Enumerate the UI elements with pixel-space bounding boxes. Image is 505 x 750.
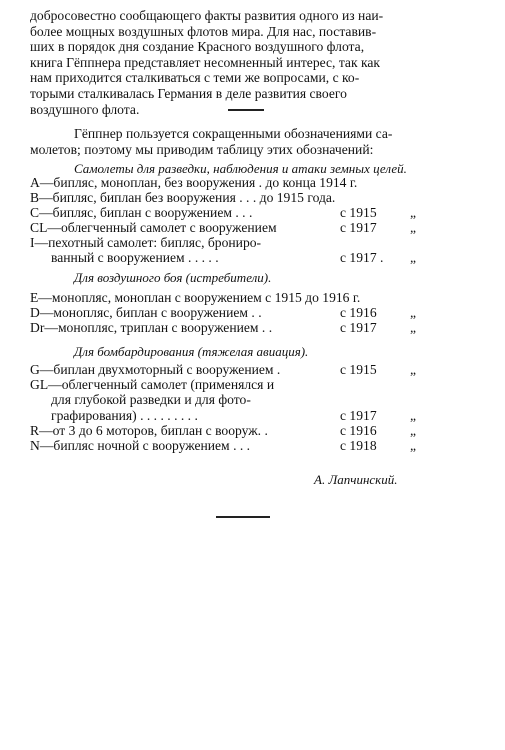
entry-text: I—пехотный самолет: бипляс, брониро-	[30, 235, 262, 250]
entry-continuation: для глубокой разведки и для фото-	[51, 392, 251, 408]
designation-entry-gl	[30, 377, 274, 423]
intro-line: торыми сталкивалась Германия в деле развития своего	[30, 85, 347, 101]
entry-date: с 1916	[340, 423, 377, 438]
entry-ditto-mark: „	[410, 423, 417, 438]
entry-date: с 1917	[340, 220, 377, 235]
intro-line: воздушного флота.	[30, 101, 140, 117]
entry-text: E—монопляс, моноплан с вооружением с 1915 до 1916 г.	[30, 290, 361, 305]
entry-text: C—бипляс, биплан с вооружением . . .	[30, 205, 253, 220]
designation-entry-i	[30, 235, 261, 266]
end-divider	[216, 516, 270, 518]
entry-date: с 1916	[340, 305, 377, 320]
entry-date: с 1917	[340, 320, 377, 335]
entry-ditto-mark: „	[410, 320, 417, 335]
entry-text: N—бипляс ночной с вооружением . . .	[30, 438, 251, 453]
author-signature: А. Лапчинский.	[314, 472, 398, 487]
intro-paragraph	[30, 8, 450, 117]
entry-date: с 1915	[340, 362, 377, 377]
entry-ditto-mark: „	[410, 408, 417, 423]
designation-entry-e	[30, 290, 360, 305]
entry-text: Dr—монопляс, триплан с вооружением . .	[30, 320, 273, 335]
entry-ditto-mark: „	[410, 362, 417, 377]
lead-line: молетов; поэтому мы приводим таблицу этих обозначений:	[30, 141, 374, 157]
entry-text: R—от 3 до 6 моторов, биплан с вооруж. .	[30, 423, 268, 438]
entry-text: A—бипляс, моноплан, без вооружения . до конца 1914 г.	[30, 175, 358, 190]
section-heading-fighters: Для воздушного боя (истребители).	[74, 270, 272, 285]
entry-text: GL—облегченный самолет (применялся и	[30, 377, 275, 392]
section-heading-reconnaissance: Самолеты для разведки, наблюдения и атаки земных целей.	[74, 161, 407, 176]
designation-entry-r	[30, 423, 268, 438]
intro-line: добросовестно сообщающего факты развития одного из наи-	[30, 8, 384, 23]
entry-date: с 1918	[340, 438, 377, 453]
entry-continuation: ванный с вооружением . . . . .	[51, 250, 219, 266]
designation-entry-g	[30, 362, 280, 377]
intro-line: более мощных воздушных флотов мира. Для нас, поставив-	[30, 23, 377, 39]
lead-paragraph	[30, 126, 450, 157]
section-heading-bombers: Для бомбардирования (тяжелая авиация).	[74, 344, 309, 359]
entry-text: G—биплан двухмоторный с вооружением .	[30, 362, 281, 377]
designation-entry-a	[30, 175, 357, 190]
intro-line: нам приходится сталкиваться с теми же вопросами, с ко-	[30, 70, 360, 86]
entry-ditto-mark: „	[410, 205, 417, 220]
intro-line: книга Гёппнера представляет несомненный интерес, так как	[30, 54, 380, 70]
designation-entry-cl	[30, 220, 277, 235]
entry-text: B—бипляс, биплан без вооружения . . . до 1915 года.	[30, 190, 336, 205]
section-divider	[228, 109, 264, 111]
designation-entry-c	[30, 205, 252, 220]
entry-text: D—монопляс, биплан с вооружением . .	[30, 305, 262, 320]
designation-entry-b	[30, 190, 335, 205]
entry-ditto-mark: „	[410, 250, 417, 265]
designation-entry-n	[30, 438, 250, 453]
entry-continuation: графирования) . . . . . . . . .	[51, 407, 198, 423]
entry-date: с 1917 .	[340, 250, 384, 265]
entry-text: CL—облегченный самолет с вооружением	[30, 220, 277, 235]
entry-ditto-mark: „	[410, 305, 417, 320]
entry-date: с 1917	[340, 408, 377, 423]
designation-entry-d	[30, 305, 262, 320]
entry-ditto-mark: „	[410, 220, 417, 235]
entry-date: с 1915	[340, 205, 377, 220]
intro-line: ших в порядок дня создание Красного воздушного флота,	[30, 39, 365, 55]
lead-line: Гёппнер пользуется сокращенными обозначениями са-	[74, 126, 393, 141]
designation-entry-dr	[30, 320, 272, 335]
entry-ditto-mark: „	[410, 438, 417, 453]
